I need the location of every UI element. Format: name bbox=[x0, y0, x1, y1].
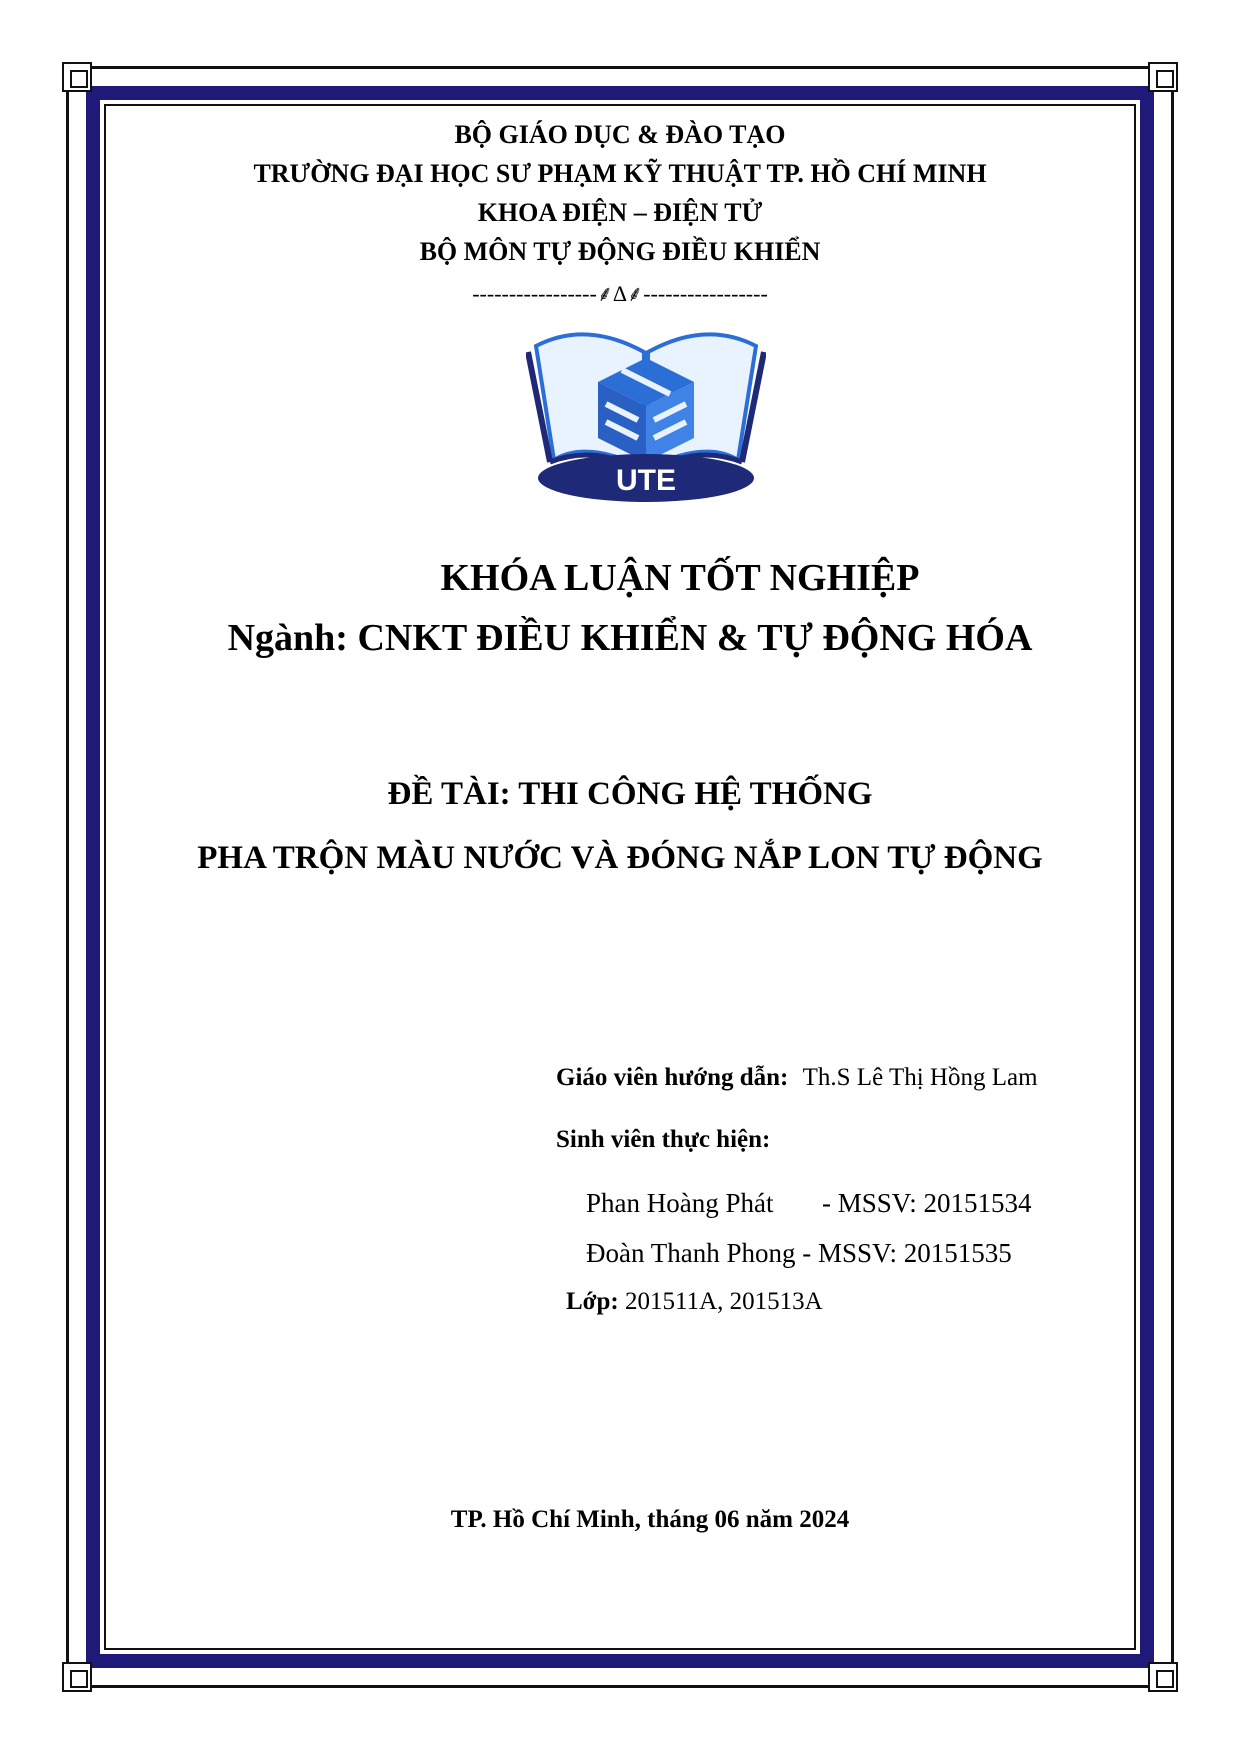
student-name: Đoàn Thanh Phong bbox=[586, 1238, 796, 1268]
advisor-row bbox=[556, 1064, 1038, 1092]
student-row bbox=[586, 1238, 1012, 1269]
ute-logo-icon bbox=[526, 312, 766, 504]
student-id: - MSSV: 20151534 bbox=[822, 1188, 1032, 1218]
place-and-date: TP. Hồ Chí Minh, tháng 06 năm 2024 bbox=[450, 1506, 850, 1533]
students-label: Sinh viên thực hiện: bbox=[556, 1126, 771, 1153]
topic-line-2: PHA TRỘN MÀU NƯỚC VÀ ĐÓNG NẮP LON TỰ ĐỘNG bbox=[197, 840, 1043, 876]
corner-ornament-top-right bbox=[1148, 62, 1178, 92]
advisor-label: Giáo viên hướng dẫn: bbox=[556, 1064, 789, 1091]
department-name: BỘ MÔN TỰ ĐỘNG ĐIỀU KHIỂN bbox=[419, 237, 821, 266]
class-label: Lớp: bbox=[566, 1288, 619, 1315]
class-row bbox=[566, 1288, 823, 1316]
corner-ornament-bottom-right bbox=[1148, 1662, 1178, 1692]
ministry-name: BỘ GIÁO DỤC & ĐÀO TẠO bbox=[454, 120, 786, 149]
major-name: Ngành: CNKT ĐIỀU KHIỂN & TỰ ĐỘNG HÓA bbox=[227, 617, 1033, 659]
corner-ornament-top-left bbox=[62, 62, 92, 92]
university-name: TRƯỜNG ĐẠI HỌC SƯ PHẠM KỸ THUẬT TP. HỒ CHÍ MINH bbox=[253, 159, 987, 188]
student-name: Phan Hoàng Phát bbox=[586, 1188, 774, 1218]
corner-ornament-bottom-left bbox=[62, 1662, 92, 1692]
header-separator: -----------------⸙∆⸙----------------- bbox=[472, 281, 768, 306]
student-row bbox=[586, 1188, 1032, 1219]
thesis-type: KHÓA LUẬN TỐT NGHIỆP bbox=[440, 557, 920, 599]
faculty-name: KHOA ĐIỆN – ĐIỆN TỬ bbox=[477, 198, 763, 227]
advisor-value: Th.S Lê Thị Hồng Lam bbox=[802, 1064, 1038, 1091]
class-value: 201511A, 201513A bbox=[625, 1288, 823, 1315]
student-id: - MSSV: 20151535 bbox=[802, 1238, 1012, 1268]
logo-text: UTE bbox=[616, 464, 676, 497]
topic-line-1: ĐỀ TÀI: THI CÔNG HỆ THỐNG bbox=[387, 776, 873, 812]
